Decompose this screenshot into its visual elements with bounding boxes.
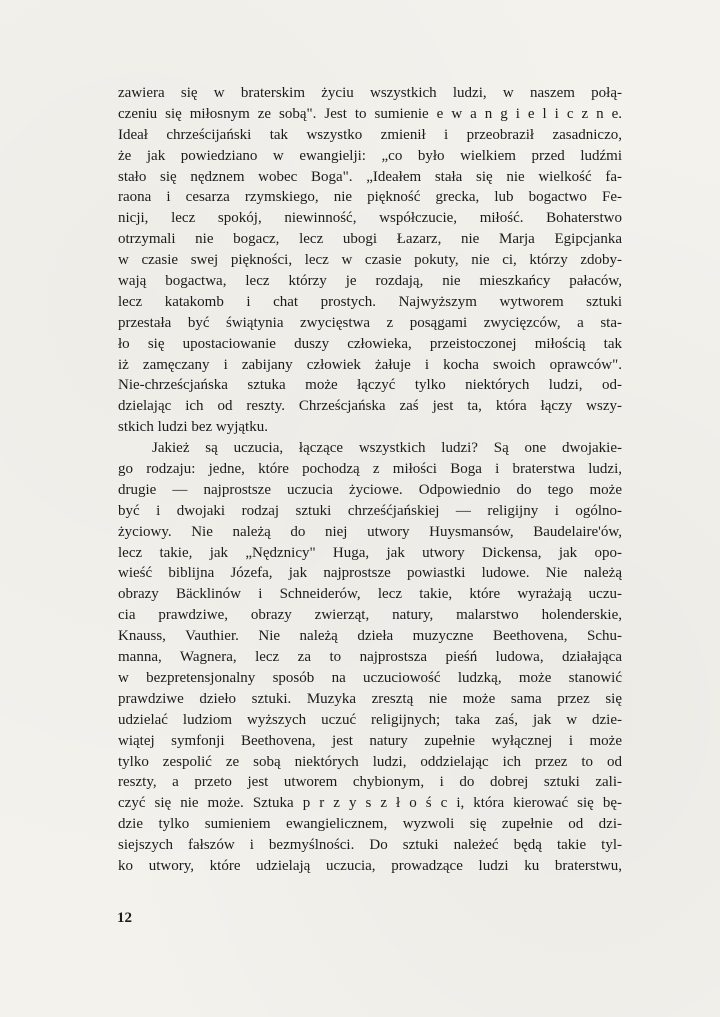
text-line: nicji, lecz spokój, niewinność, współczucie, miłość. Bohaterstwo [118,210,622,227]
text-line: otrzymali nie bogacz, lecz ubogi Łazarz, nie Marja Egipcjanka [118,231,622,248]
text-line: udzielać ludziom wyższych uczuć religijnych; taka zaś, jak w dzie- [118,711,622,728]
text-line: lecz katakomb i chat prostych. Najwyższym wytworem sztuki [118,293,622,310]
text-line: w bezpretensjonalny sposób na uczuciowość ludzką, może stanowić [118,669,622,686]
text-line: siejszych fałszów i bezmyślności. Do sztuki należeć będą takie tyl- [118,837,622,854]
text-line: wiątej symfonji Beethovena, jest natury zupełnie wyłącznej i może [118,732,622,749]
text-line: życiowy. Nie należą do niej utwory Huysmansów, Baudelaire'ów, [118,523,622,540]
text-line: iż zamęczany i zabijany człowiek żałuje i kocha swoich oprawców". [118,356,622,373]
text-line: stkich ludzi bez wyjątku. [118,419,268,436]
text-line: tylko zespolić ze sobą niektórych ludzi, oddzielając ich przez to od [118,753,622,770]
text-line: Knauss, Vauthier. Nie należą dzieła muzyczne Beethovena, Schu- [118,628,622,645]
text-line: obrazy Bäcklinów i Schneiderów, lecz takie, które wyrażają uczu- [118,586,622,603]
text-line: dzielając ich od reszty. Chrześcjańska zaś jest ta, która łączy wszy- [118,398,622,415]
body-text [118,83,622,877]
text-line: ło się upostaciowanie duszy człowieka, przeistoczonej miłością tak [118,335,622,352]
text-line: cia prawdziwe, obrazy zwierząt, natury, malarstwo holenderskie, [118,607,622,624]
text-line: przestała być świątynia zwycięstwa z posągami zwycięzców, a sta- [118,314,622,331]
text-line: ko utwory, które udzielają uczucia, prowadzące ludzi ku braterstwu, [118,857,622,874]
page-number: 12 [117,910,132,926]
text-line: wają bogactwa, lecz którzy je rozdają, nie mieszkańcy pałaców, [118,273,622,290]
text-line: zawiera się w braterskim życiu wszystkich ludzi, w naszem połą- [118,85,622,101]
text-line: wieść biblijna Józefa, jak najprostsze powiastki ludowe. Nie należą [118,565,622,582]
text-line: Nie-chrześcjańska sztuka może łączyć tylko niektórych ludzi, od- [118,377,622,394]
text-line: dzie tylko sumieniem ewangielicznem, wyzwoli się zupełnie od dzi- [118,816,622,833]
text-line: go rodzaju: jedne, które pochodzą z miłości Boga i braterstwa ludzi, [118,461,622,478]
text-line: drugie — najprostsze uczucia życiowe. Odpowiednio do tego może [118,481,622,498]
text-line: reszty, a przeto jest utworem chybionym, i do dobrej sztuki zali- [118,774,622,791]
text-line: czeniu się miłosnym ze sobą". Jest to sumienie e w a n g i e l i c z n e. [118,105,622,122]
text-line: prawdziwe dzieło sztuki. Muzyka zresztą nie może sama przez się [118,690,622,707]
text-line: raona i cesarza rzymskiego, nie piękność grecka, lub bogactwo Fe- [118,189,622,206]
text-line: manna, Wagnera, lecz za to najprostsza pieśń ludowa, działająca [118,649,622,666]
text-line: w czasie swej piękności, lecz w czasie pokuty, nie ci, którzy zdoby- [118,252,622,269]
text-line: być i dwojaki rodzaj sztuki chrześćjańskiej — religijny i ogólno- [118,502,622,519]
text-line: lecz takie, jak „Nędznicy" Huga, jak utwory Dickensa, jak opo- [118,544,622,561]
text-line: Ideał chrześcijański tak wszystko zmienił i przeobraził zasadniczo, [118,126,622,143]
text-line: stało się nędznem wobec Boga". „Ideałem stała się nie wielkość fa- [118,168,622,185]
text-line: Jakież są uczucia, łączące wszystkich ludzi? Są one dwojakie- [152,440,622,457]
text-line: że jak powiedziano w ewangielji: „co było wielkiem przed ludźmi [118,147,622,164]
text-line: czyć się nie może. Sztuka p r z y s z ł o ś c i, która kierować się bę- [118,795,622,812]
